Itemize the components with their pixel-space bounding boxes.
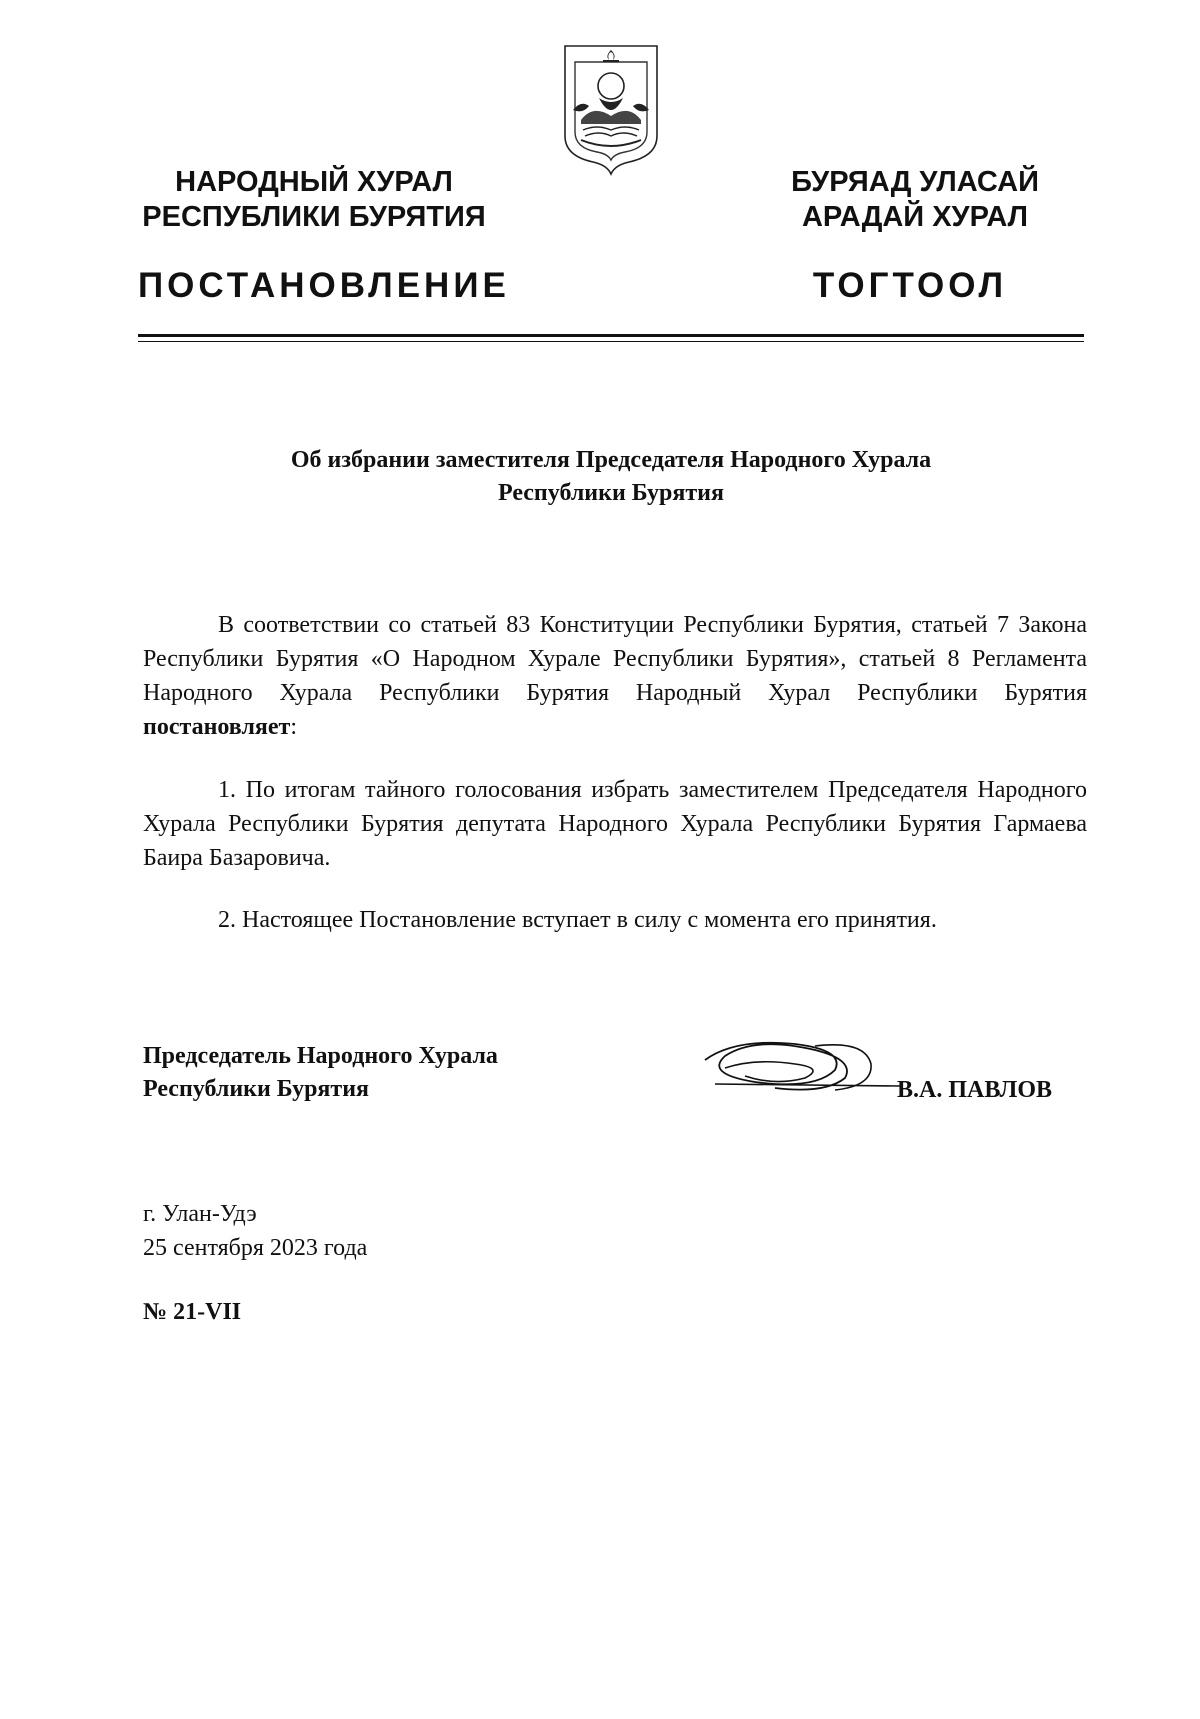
city: г. Улан-Удэ: [143, 1201, 257, 1227]
doc-type-buryat: ТОГТООЛ: [812, 266, 1008, 305]
header-divider-thin: [138, 341, 1084, 342]
org-name-ru-line2: РЕСПУБЛИКИ БУРЯТИЯ: [142, 201, 486, 233]
document-date: 25 сентября 2023 года: [143, 1235, 368, 1261]
item-1-paragraph: 1. По итогам тайного голосования избрать заместителем Председателя Народного Хурала Республики Бурятия депутата Народного Хурала Республики Бурятия Гармаева Баира Базаровича.: [143, 777, 1087, 871]
signer-name: В.А. ПАВЛОВ: [897, 1077, 1052, 1103]
preamble-resolves: постановляет: [143, 714, 291, 740]
item-2-paragraph: 2. Настоящее Постановление вступает в силу с момента его принятия.: [218, 907, 937, 933]
preamble-text: В соответствии со статьей 83 Конституции Республики Бурятия, статьей 7 Закона Республики Бурятия «О Народном Хурале Республики Бурятия», статьей 8 Регламента Народного Хурала Республики Бурятия Народный Хурал Республики Бурятия: [143, 612, 1087, 706]
signer-role-line2: Республики Бурятия: [143, 1076, 370, 1102]
org-name-russian: [138, 165, 490, 235]
org-name-buryat: [780, 165, 1050, 235]
title-line2: Республики Бурятия: [497, 480, 724, 506]
signer-role-line1: Председатель Народного Хурала: [143, 1043, 498, 1069]
title-line1: Об избрании заместителя Председателя Народного Хурала: [290, 447, 932, 473]
doc-type-russian: ПОСТАНОВЛЕНИЕ: [138, 266, 510, 305]
document-title: [138, 444, 1084, 510]
preamble-paragraph: [143, 608, 1087, 744]
org-name-bua-line1: БУРЯАД УЛАСАЙ: [791, 166, 1039, 198]
preamble-colon: :: [290, 714, 297, 740]
org-name-bua-line2: АРАДАЙ ХУРАЛ: [801, 201, 1029, 233]
signer-role: [143, 1040, 643, 1106]
buryatia-coat-of-arms-icon: [559, 40, 663, 176]
org-name-ru-line1: НАРОДНЫЙ ХУРАЛ: [175, 166, 453, 198]
header-divider-thick: [138, 334, 1084, 337]
handwritten-signature: [695, 1030, 905, 1100]
document-number: № 21-VII: [143, 1299, 242, 1325]
